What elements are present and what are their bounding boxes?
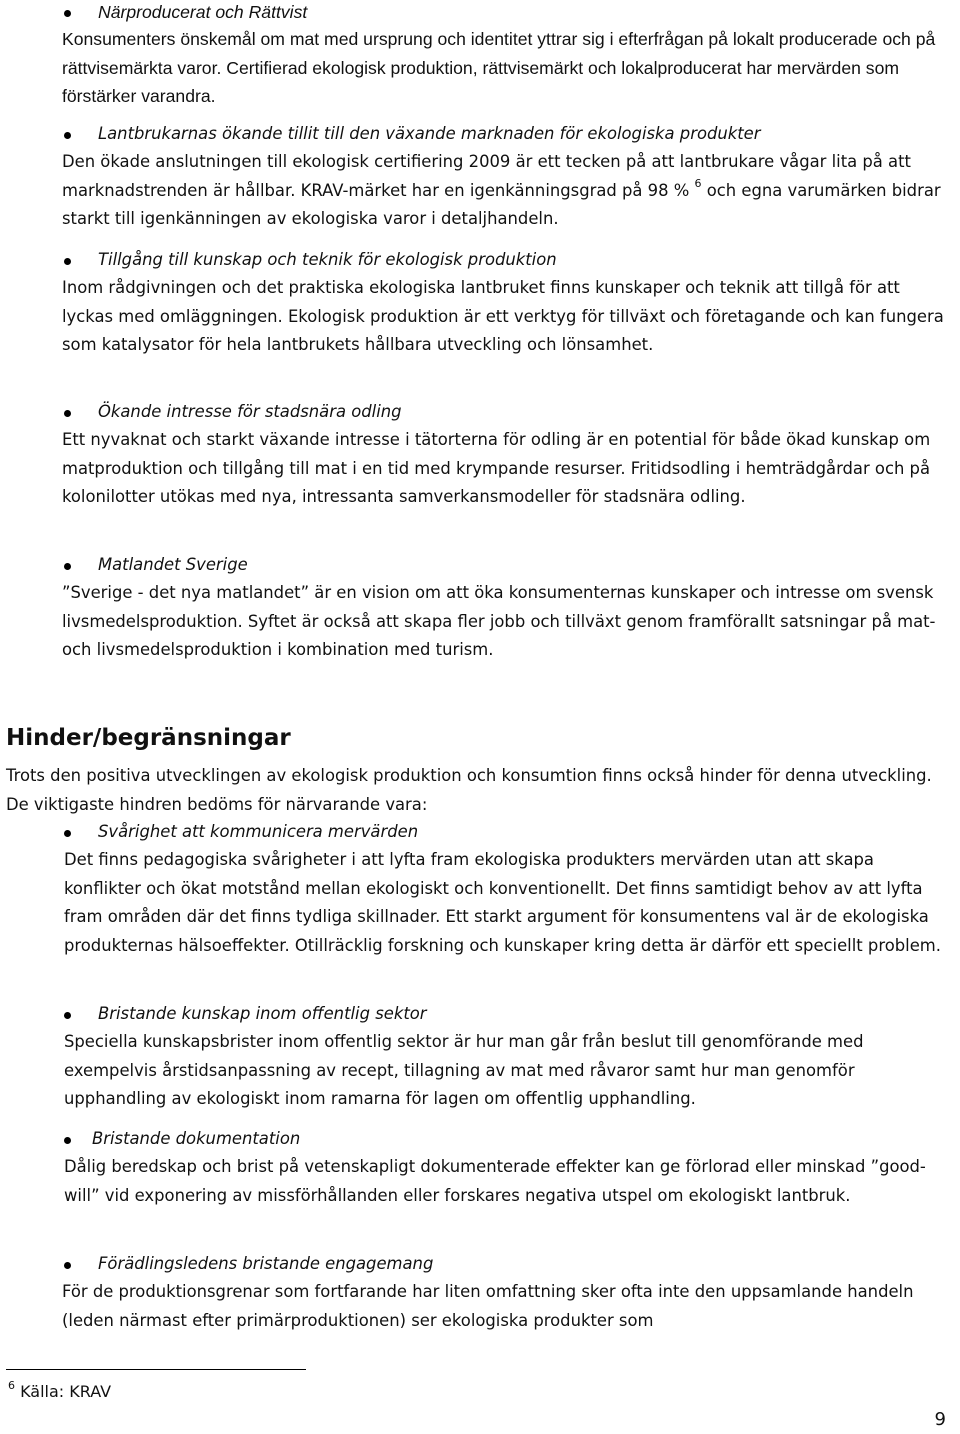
footnote-number: 6 (8, 1378, 15, 1392)
footnote-reference: 6 (694, 177, 702, 191)
bullet-icon (64, 1137, 71, 1144)
item-body-text: Den ökade anslutningen till ekologisk certifiering 2009 är ett tecken på att lantbrukare vågar lita på att marknadstrenden är hållbar. KRAV-märket har en igenkänningsgrad på 98 % (62, 152, 911, 200)
item-body-text-cont: och egna varumärken bidrar starkt till igenkänningen av ekologiska varor i detaljhandeln. (62, 180, 941, 229)
section-title: Hinder/begränsningar (6, 725, 291, 751)
page-number: 9 (934, 1409, 946, 1430)
item-body: Konsumenters önskemål om mat med ursprung och identitet yttrar sig i efterfrågan på lokalt producerade och på rättvisemärkta varor. Certifierad ekologisk produktion, rättvisemärkt och lokalproducerat har mervärden som förstärker varandra. (62, 29, 936, 107)
item-body: Ett nyvaknat och starkt växande intresse i tätorterna för odling är en potential för både ökad kunskap om matproduktion och tillgång till mat i en tid med krympande resurser. Fritidsodling i hemträdgårdar och på kolonilotter utökas med nya, intressanta samverkansmodeller för stadsnära odling. (62, 430, 931, 507)
item-heading: Svårighet att kommunicera mervärden (98, 822, 419, 841)
bullet-icon (64, 410, 71, 417)
bullet-icon (64, 1262, 71, 1269)
bullet-icon (64, 563, 71, 570)
footnote-text: Källa: KRAV (20, 1382, 112, 1401)
item-heading: Bristande dokumentation (92, 1129, 301, 1148)
item-body: Speciella kunskapsbrister inom offentlig sektor är hur man går från beslut till genomförande med exempelvis årstidsanpassning av recept, tillagning av mat med råvaror samt hur man genomför upphandling av ekologiskt inom ramarna för lagen om offentlig upphandling. (64, 1032, 864, 1109)
bullet-icon (64, 10, 71, 17)
item-body: För de produktionsgrenar som fortfarande har liten omfattning sker ofta inte den uppsamlande handeln (leden närmast efter primärproduktionen) ser ekologiska produkter som (62, 1282, 914, 1330)
item-body: Det finns pedagogiska svårigheter i att lyfta fram ekologiska produkters mervärden utan att skapa konflikter och ökat motstånd mellan ekologiskt och konventionellt. Det finns samtidigt behov av att lyfta fram områden där det finns tydliga skillnader. Ett starkt argument för konsumentens val är de ekologiska produkternas hälsoeffekter. Otillräcklig forskning och kunskaper kring detta är därför ett speciellt problem. (64, 850, 941, 955)
bullet-icon (64, 830, 71, 837)
footnote (8, 1378, 111, 1406)
item-heading: Förädlingsledens bristande engagemang (98, 1254, 434, 1273)
item-heading: Bristande kunskap inom offentlig sektor (98, 1004, 427, 1023)
footnote-rule (6, 1369, 306, 1370)
item-body: Inom rådgivningen och det praktiska ekologiska lantbruket finns kunskaper och teknik att tillgå för att lyckas med omläggningen. Ekologisk produktion är ett verktyg för tillväxt och företagande och kan fungera som katalysator för hela lantbrukets hållbara utveckling och lönsamhet. (62, 278, 944, 355)
item-body: ”Sverige - det nya matlandet” är en vision om att öka konsumenternas kunskaper och intresse om svensk livsmedelsproduktion. Syftet är också att skapa fler jobb och tillväxt genom framförallt satsningar på mat- och livsmedelsproduktion i kombination med turism. (62, 583, 936, 660)
item-body (62, 148, 958, 234)
section-intro: Trots den positiva utvecklingen av ekologisk produktion och konsumtion finns också hinder för denna utveckling. De viktigaste hindren bedöms för närvarande vara: (6, 766, 932, 814)
item-heading: Tillgång till kunskap och teknik för ekologisk produktion (98, 250, 557, 269)
item-heading: Matlandet Sverige (98, 555, 248, 574)
bullet-icon (64, 258, 71, 265)
item-heading: Närproducerat och Rättvist (98, 2, 308, 22)
bullet-icon (64, 1012, 71, 1019)
bullet-icon (64, 132, 71, 139)
item-body: Dålig beredskap och brist på vetenskapligt dokumenterade effekter kan ge förlorad eller minskad ”good-will” vid exponering av missförhållanden eller forskares negativa utspel om ekologiskt lantbruk. (64, 1157, 926, 1205)
item-heading: Ökande intresse för stadsnära odling (98, 402, 402, 421)
item-heading: Lantbrukarnas ökande tillit till den växande marknaden för ekologiska produkter (98, 124, 761, 143)
